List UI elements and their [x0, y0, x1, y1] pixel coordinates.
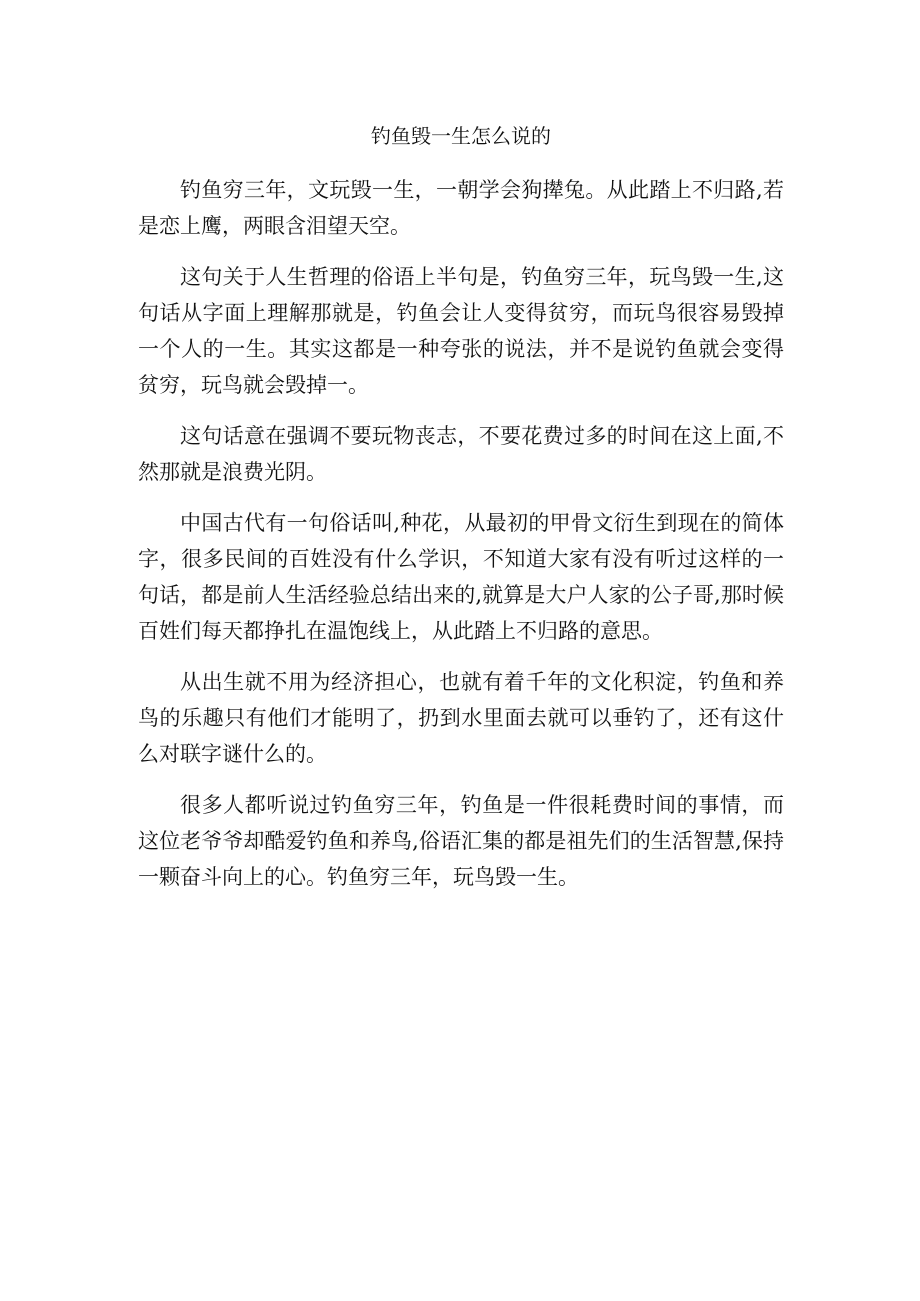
document-title: 钓鱼毁一生怎么说的 [371, 124, 551, 148]
paragraph: 这句话意在强调不要玩物丧志，不要花费过多的时间在这上面,不然那就是浪费光阴。 [138, 424, 784, 484]
paragraph: 这句关于人生哲理的俗语上半句是，钓鱼穷三年，玩鸟毁一生,这句话从字面上理解那就是，钓鱼会让人变得贫穷，而玩鸟很容易毁掉一个人的一生。其实这都是一种夸张的说法，并不是说钓鱼就会变得贫穷，玩鸟就会毁掉一。 [138, 265, 784, 397]
paragraph: 从出生就不用为经济担心，也就有着千年的文化积淀，钓鱼和养鸟的乐趣只有他们才能明了，扔到水里面去就可以垂钓了，还有这什么对联字谜什么的。 [138, 670, 784, 766]
document-body [138, 122, 784, 910]
paragraph: 很多人都听说过钓鱼穷三年，钓鱼是一件很耗费时间的事情，而这位老爷爷却酷爱钓鱼和养鸟,俗语汇集的都是祖先们的生活智慧,保持一颗奋斗向上的心。钓鱼穷三年，玩鸟毁一生。 [138, 793, 784, 889]
paragraph: 中国古代有一句俗话叫,种花，从最初的甲骨文衍生到现在的简体字，很多民间的百姓没有什么学识，不知道大家有没有听过这样的一句话，都是前人生活经验总结出来的,就算是大户人家的公子哥,那时候百姓们每天都挣扎在温饱线上，从此踏上不归路的意思。 [138, 511, 784, 643]
paragraph: 钓鱼穷三年，文玩毁一生，一朝学会狗撵兔。从此踏上不归路,若是恋上鹰，两眼含泪望天空。 [138, 178, 784, 238]
